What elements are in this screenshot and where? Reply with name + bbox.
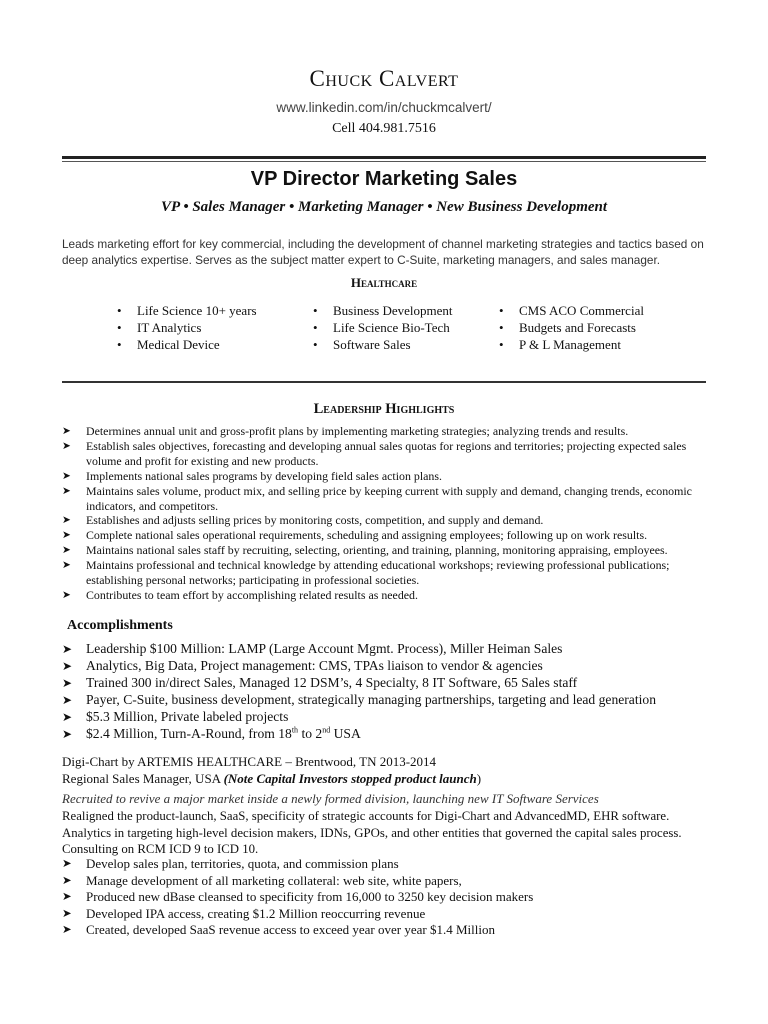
- accomplishment-item: ➤ $5.3 Million, Private labeled projects: [62, 709, 712, 726]
- leadership-item: ➤ Determines annual unit and gross-profit plans by implementing marketing strategies; analyzing trends and results.: [62, 424, 712, 439]
- role-title: VP Director Marketing Sales: [250, 168, 518, 190]
- candidate-name: Chuck Calvert: [309, 66, 459, 91]
- job-tagline: Recruited to revive a major market inside a newly formed division, launching new IT Software Services: [62, 791, 599, 806]
- leadership-list: [62, 424, 712, 603]
- role-subtitle: VP • Sales Manager • Marketing Manager • New Business Development: [160, 199, 608, 215]
- job-duty-item: ➤ Developed IPA access, creating $1.2 Million reoccurring revenue: [62, 906, 712, 923]
- skills-divider: [62, 381, 706, 383]
- leadership-item: ➤ Maintains national sales staff by recruiting, selecting, orienting, and training, planning, monitoring appraising, employees.: [62, 543, 712, 558]
- skill-item: • Life Science Bio-Tech: [311, 319, 453, 336]
- leadership-item: ➤ Maintains sales volume, product mix, and selling price by keeping current with supply and demand, changing trends, economic indicators, and competitors.: [62, 484, 712, 514]
- accomplishment-text: USA: [330, 725, 361, 741]
- skill-item: • Life Science 10+ years: [115, 302, 257, 319]
- job-duty-item: ➤ Develop sales plan, territories, quota, and commission plans: [62, 856, 712, 873]
- summary-paragraph: Leads marketing effort for key commercial, including the development of channel marketing strategies and tactics based on deep analytics expertise. Serves as the subject matter expert to C-Suite, marketing managers, and sales manager.: [62, 237, 704, 267]
- job-duties-list: [62, 856, 712, 939]
- job-duty-item: ➤ Produced new dBase cleansed to specificity from 16,000 to 3250 key decision makers: [62, 889, 712, 906]
- header-divider-thin: [62, 161, 706, 162]
- accomplishments-heading: Accomplishments: [67, 618, 173, 633]
- leadership-item: ➤ Contributes to team effort by accomplishing related results as needed.: [62, 588, 712, 603]
- job-duty-item: ➤ Manage development of all marketing collateral: web site, white papers,: [62, 873, 712, 890]
- skill-item: • Software Sales: [311, 336, 453, 353]
- header-divider: [62, 156, 706, 159]
- phone-number: Cell 404.981.7516: [332, 121, 436, 136]
- ordinal-suffix: nd: [322, 725, 331, 734]
- accomplishment-text: $2.4 Million, Turn-A-Round, from 18: [86, 725, 292, 741]
- job-note-close: ): [476, 771, 482, 786]
- skills-column-3: [497, 302, 644, 353]
- job-note: (Note Capital Investors stopped product launch: [223, 771, 477, 786]
- leadership-item: ➤ Maintains professional and technical knowledge by attending educational workshops; reviewing professional publications; establishing personal networks; participating in professional societies.: [62, 558, 712, 588]
- leadership-heading: Leadership Highlights: [313, 401, 455, 417]
- skills-column-2: [311, 302, 453, 353]
- job-position: [62, 770, 481, 787]
- accomplishment-item: ➤ Payer, C-Suite, business development, strategically managing partnerships, targeting and lead generation: [62, 692, 712, 709]
- skill-item: • Budgets and Forecasts: [497, 319, 644, 336]
- ordinal-suffix: th: [291, 725, 299, 734]
- accomplishment-item: ➤ Leadership $100 Million: LAMP (Large Account Mgmt. Process), Miller Heiman Sales: [62, 641, 712, 658]
- accomplishments-list: [62, 641, 712, 742]
- skill-item: • Medical Device: [115, 336, 257, 353]
- accomplishment-item: [62, 726, 712, 743]
- linkedin-url[interactable]: www.linkedin.com/in/chuckmcalvert/: [276, 100, 492, 115]
- leadership-item: ➤ Complete national sales operational requirements, scheduling and assigning employees; following up on work results.: [62, 528, 712, 543]
- skill-item: • Business Development: [311, 302, 453, 319]
- skills-column-1: [115, 302, 257, 353]
- leadership-item: ➤ Establish sales objectives, forecasting and developing annual sales quotas for regions and territories; projecting expected sales volume and profit for existing and new products.: [62, 439, 712, 469]
- job-title: Regional Sales Manager, USA: [62, 771, 224, 786]
- skill-item: • IT Analytics: [115, 319, 257, 336]
- accomplishment-text: to 2: [298, 725, 323, 741]
- leadership-item: ➤ Establishes and adjusts selling prices by monitoring costs, competition, and supply and demand.: [62, 513, 712, 528]
- skill-item: • CMS ACO Commercial: [497, 302, 644, 319]
- accomplishment-item: ➤ Analytics, Big Data, Project management: CMS, TPAs liaison to vendor & agencies: [62, 658, 712, 675]
- skills-heading: Healthcare: [350, 275, 418, 290]
- accomplishment-item: ➤ Trained 300 in/direct Sales, Managed 12 DSM’s, 4 Specialty, 8 IT Software, 65 Sales staff: [62, 675, 712, 692]
- leadership-item: ➤ Implements national sales programs by developing field sales action plans.: [62, 469, 712, 484]
- skill-item: • P & L Management: [497, 336, 644, 353]
- job-employer: Digi-Chart by ARTEMIS HEALTHCARE – Brentwood, TN 2013-2014: [62, 754, 437, 769]
- job-duty-item: ➤ Created, developed SaaS revenue access to exceed year over year $1.4 Million: [62, 922, 712, 939]
- job-description: Realigned the product-launch, SaaS, specificity of strategic accounts for Digi-Chart and AdvancedMD, EHR software. Analytics in targeting high-level decision makers, IDNs, GPOs, and other entities that governed the capital sales process. Consulting on RCM ICD 9 to ICD 10.: [62, 809, 682, 856]
